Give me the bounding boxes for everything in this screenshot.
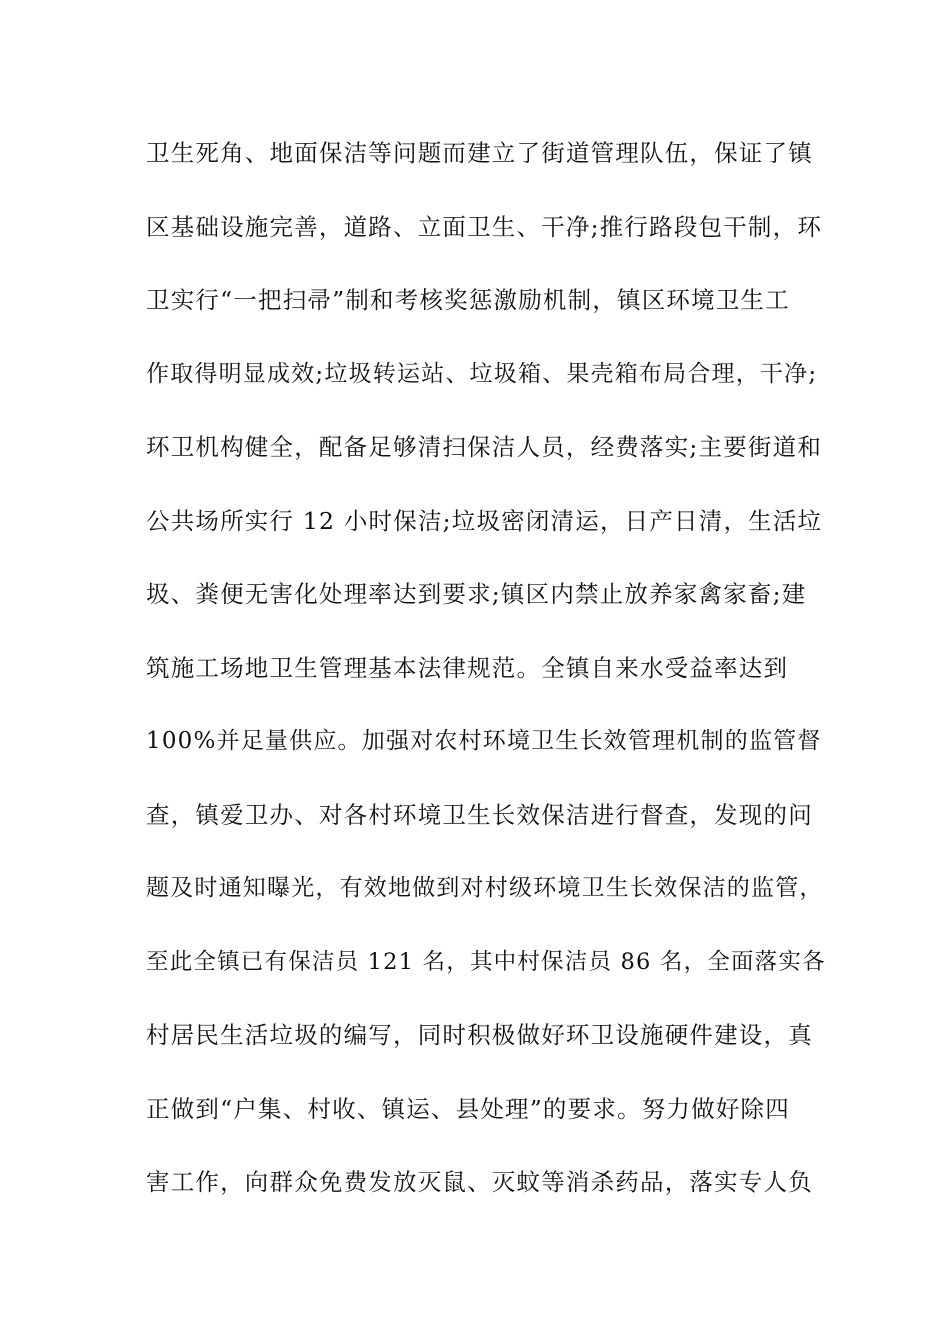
text-line: 筑施工场地卫生管理基本法律规范。全镇自来水受益率达到	[146, 653, 789, 682]
text-line: 100%并足量供应。加强对农村环境卫生长效管理机制的监管督	[146, 728, 822, 754]
text-line: 公共场所实行 12 小时保洁;垃圾密闭清运，日产日清，生活垃	[146, 506, 823, 535]
text-line: 村居民生活垃圾的编写，同时积极做好环卫设施硬件建设，真	[146, 1021, 813, 1049]
text-line: 区基础设施完善，道路、立面卫生、干净;推行路段包干制，环	[146, 212, 823, 241]
text-line: 环卫机构健全，配备足够清扫保洁人员，经费落实;主要街道和	[146, 433, 823, 461]
text-line: 至此全镇已有保洁员 121 名，其中村保洁员 86 名，全面落实各	[146, 948, 826, 975]
text-line: 正做到“户集、村收、镇运、县处理”的要求。努力做好除四	[146, 1094, 790, 1123]
text-line: 害工作，向群众免费发放灭鼠、灭蚊等消杀药品，落实专人负	[146, 1168, 813, 1196]
text-line: 卫实行“一把扫帚”制和考核奖惩激励机制，镇区环境卫生工	[146, 286, 790, 314]
text-line: 圾、粪便无害化处理率达到要求;镇区内禁止放养家禽家畜;建	[146, 580, 807, 608]
text-line: 查，镇爱卫办、对各村环境卫生长效保洁进行督查，发现的问	[146, 800, 813, 829]
text-line: 卫生死角、地面保洁等问题而建立了街道管理队伍，保证了镇	[146, 139, 813, 167]
text-line: 作取得明显成效;垃圾转运站、垃圾箱、果壳箱布局合理，干净;	[146, 360, 818, 387]
body-paragraph	[146, 128, 826, 1231]
text-line: 题及时通知曝光，有效地做到对村级环境卫生长效保洁的监管，	[146, 875, 824, 901]
